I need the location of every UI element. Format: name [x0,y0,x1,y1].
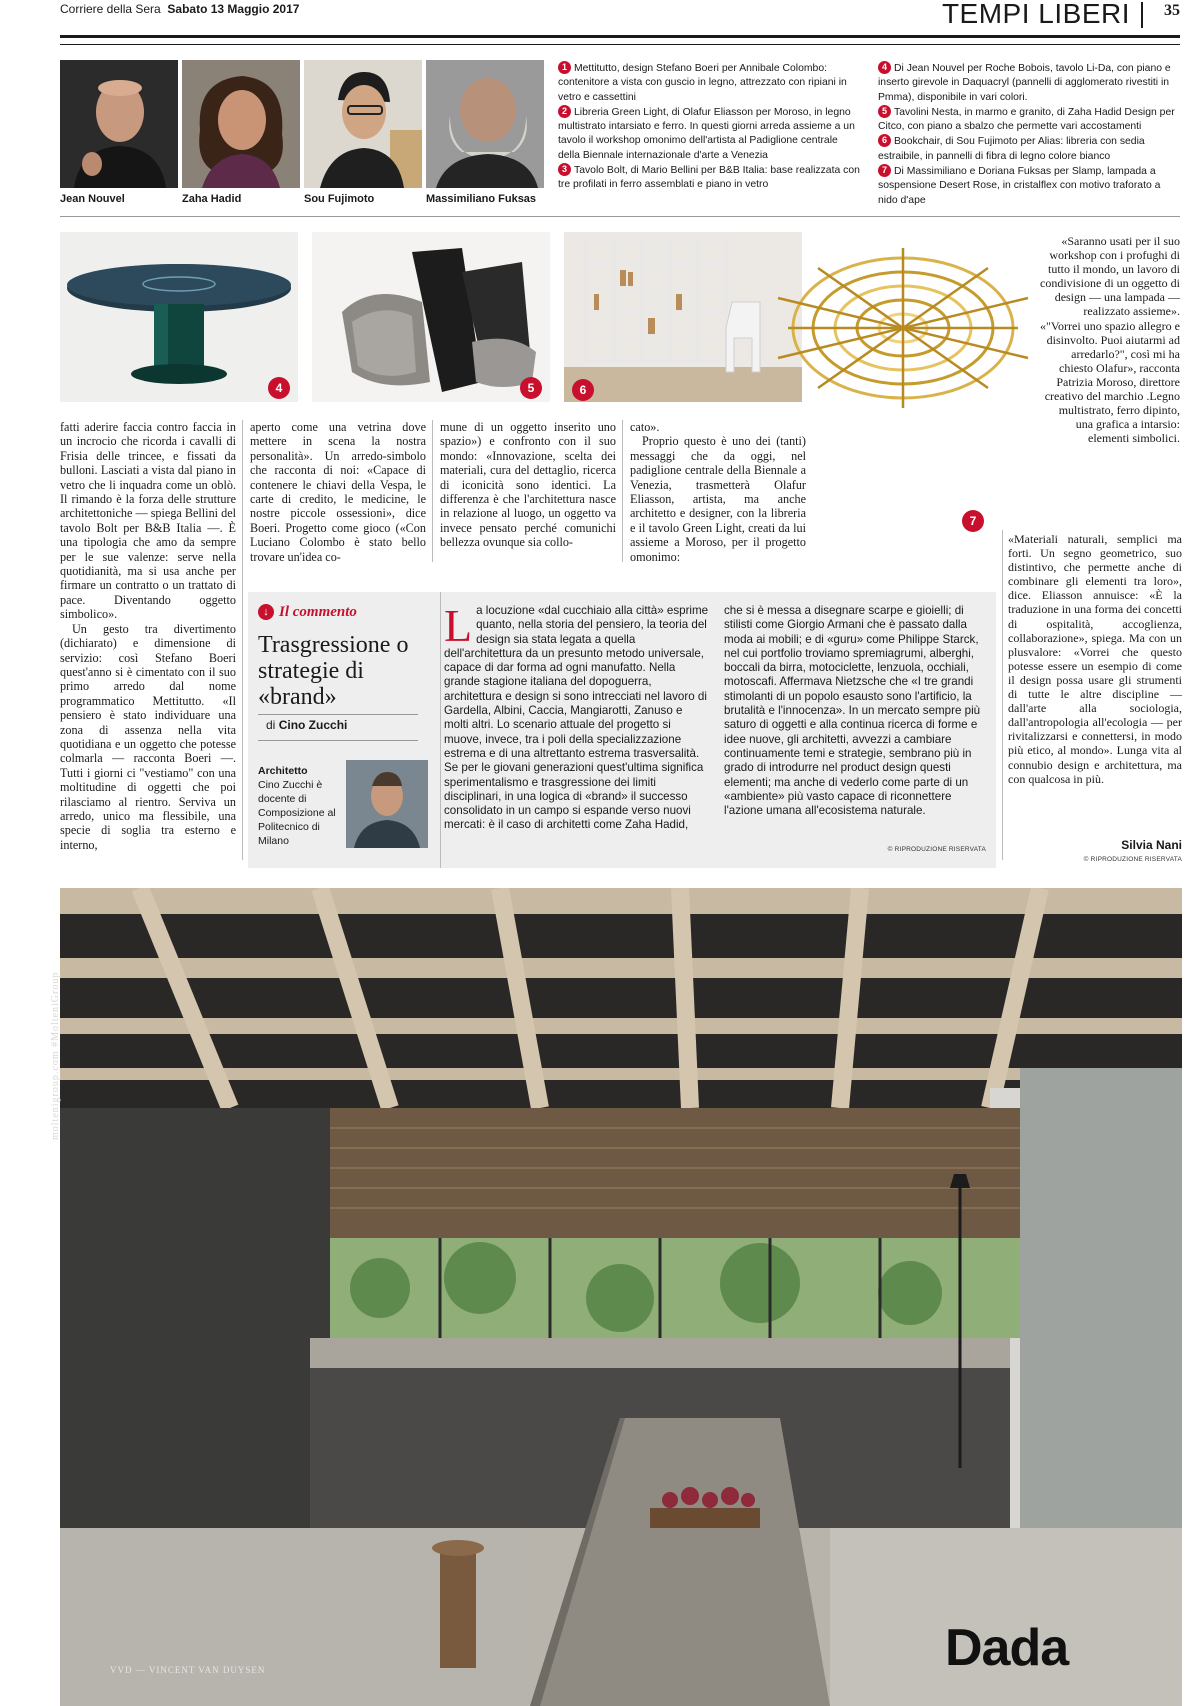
commento-label: ↓ Il commento [258,604,357,621]
commento-column-1: La locuzione «dal cucchiaio alla città» esprime quanto, nella storia del pensiero, la teoria del design sia stata legata a quella dell'architettura da un presunto metodo universale, capace di dar forma ad ogni manufatto. Nella grande stagione italiana del dopoguerra, architettura e design si sono intrecciati nel lavoro di Gardella, Albini, Caccia, Mangiarotti, Zanuso e molti altri. Lo scenario attuale del progetto si muove, invece, tra i poli della specializzazione estrema e di una altrettanto estrema trasversalità. Se per le giovani generazioni quest'ultima significa sperimentalismo e trasgressione dei limiti disciplinari, in una logica di «brand» il successo consolidato in un campo si espande verso nuovi mercati: è il caso di architetti come Zaha Hadid, [444,600,709,832]
byline-rule [258,740,418,741]
caption-item: 7 Di Massimiliano e Doriana Fuksas per Slamp, lampada a sospensione Desert Rose, in cristalflex con motivo traforato a nido d'ape [878,165,1161,206]
paragraph: cato». [630,420,660,434]
product-badge: 7 [962,510,984,532]
commento-divider [440,592,441,868]
product-image-table [60,232,298,402]
copyright-notice: © RIPRODUZIONE RISERVATA [1083,856,1182,863]
page-number: 35 [1164,2,1180,19]
commento-byline: di Cino Zucchi [266,718,348,732]
portrait-name: Massimiliano Fuksas [426,193,537,205]
article-author: Silvia Nani [1121,838,1182,852]
masthead-separator [1141,2,1143,28]
paragraph: Un gesto tra divertimento (dichiarato) e dimensione di servizio: così Stefano Boeri quest'anno si è cimentato con il suo primo arredo dal nome programmatico Mettitutto. «Il pensiero è stato individuare una zona di assenza nella vita quotidiana e un oggetto che potesse colmarla — racconta Boeri —. Tutti i giorni ci "vestiamo" con una moltitudine di oggetti che poi rilasciamo al rientro. Serviva un arredo, unico ma flessibile, una specie di soglia tra esterno e interno, [60,621,236,852]
product-image-lamp [768,228,1038,428]
section-title: TEMPI LIBERI [941,0,1130,29]
copyright-notice: © RIPRODUZIONE RISERVATA [887,846,986,853]
caption-item: 4 Di Jean Nouvel per Roche Bobois, tavolo Li-Da, con piano e inserto girevole in Daquacryl (pannelli di agglomerato rivestiti in Pmma), disponibile in vari colori. [878,62,1171,103]
caption-number: 1 [558,61,571,74]
commento-column-2: che si è messa a disegnare scarpe e gioielli; di stilisti come Giorgio Armani che è passato dalla moda ai mobili; e di «guru» come Philippe Starck, nel cui portfolio troviamo spremiagrumi, alberghi, boccali da birra, motociclette, lenzuola, occhiali, motoscafi. Affermava Nietzsche che «I tre grandi stimolanti di un popolo esausto sono l'artificio, la brutalità e l'innocenza». In un mercato sempre più saturo di oggetti e alla continua ricerca di forme e idee nuove, gli architetti, avvezzi a cambiare continuamente temi e strategie, sembrano più in grado di introdurre nel product design questi elementi; ma anche di vederlo come parte di un «ambiente» più vasto capace di riconnettere l'azione umana all'ecosistema naturale. [724,604,981,818]
product-badge: 5 [520,377,542,399]
portrait-photo [304,60,422,188]
caption-item: 5 Tavolini Nesta, in marmo e granito, di Zaha Hadid Design per Citco, con piano a sbalzo che permette vari accostamenti [878,105,1175,133]
column-rule [1002,530,1003,860]
article-right-bottom: «Materiali naturali, semplici ma forti. Un segno geometrico, suo distintivo, che permette anche di combinare gli elementi tra loro», dice. Eliasson annuisce: «È la traduzione in una forma dei concetti di ospitalità, accoglienza, collaborazione», spiega. Ma con un plusvalore: «Vorrei che questo potesse essere un esempio di come il design possa usare gli strumenti di tutte le altre discipline — dall'arte alla sociologia, dall'antropologia all'ecologia — per rivitalizzarsi e connettersi, in modo più etico, al mondo». Lunga vita al connubio design e architettura, ma con qualcosa in più. [1008,532,1182,786]
caption-number: 5 [878,105,891,118]
caption-number: 6 [878,134,891,147]
caption-item: 2 Libreria Green Light, di Olafur Eliasson per Moroso, in legno multistrato intarsiato e ferro. In questi giorni arreda assieme a un tavolo il workshop omonimo dell'artista al Padiglione centrale della Biennale internazionale d'arte a Venezia [558,105,855,161]
byline-rule [258,714,418,715]
portrait-name: Jean Nouvel [60,193,125,205]
author-bio: Architetto Cino Zucchi è docente di Composizione al Politecnico di Milano [258,765,336,847]
product-badge: 6 [572,379,594,401]
commento-box [248,592,996,868]
product-badge: 4 [268,377,290,399]
portrait-name: Zaha Hadid [182,193,242,205]
product-image-tables [312,232,550,402]
masthead-date: Corriere della Sera Sabato 13 Maggio 2017 [60,2,300,16]
ad-website: moltenigroup.com #MolteniGroup [50,971,61,1140]
portrait-photo [60,60,178,188]
caption-number: 7 [878,164,891,177]
portrait-photo [182,60,300,188]
column-rule [242,420,243,860]
author-photo [346,760,428,848]
article-column-1 [60,420,236,852]
column-rule [622,420,623,562]
caption-item: 3 Tavolo Bolt, di Mario Bellini per B&B Italia: base realizzata con tre profilati in ferro assemblati e piano in vetro [558,164,860,191]
arrow-down-icon: ↓ [258,604,274,620]
portrait-photo [426,60,544,188]
masthead [60,0,1180,38]
column-rule [432,420,433,562]
article-column-4 [630,420,806,564]
section-divider [60,216,1180,217]
ad-credit: VVD — VINCENT VAN DUYSEN [110,1665,266,1675]
masthead-rule [60,44,1180,45]
caption-number: 4 [878,61,891,74]
caption-item: 6 Bookchair, di Sou Fujimoto per Alias: libreria con sedia estraibile, in pannelli di fibra di legno colore bianco [878,135,1145,162]
paragraph: fatti aderire faccia contro faccia in un incrocio che ricorda i cavalli di Frisia delle trincee, e fissati da bulloni. Lasciati a vista dal piano in vetro che li inquadra come un oblò. Il rimando è la forza delle strutture architettoniche — spiega Bellini del tavolo Bolt per B&B Italia —. È una tipologia che amo da sempre per le sue valenze: serve nella quotidianità, ma si usa anche per firmare un contratto o un trattato di pace. Diventando oggetto simbolico». [60,420,236,622]
caption-number: 3 [558,163,571,176]
caption-number: 2 [558,105,571,118]
caption-item: 1 Mettitutto, design Stefano Boeri per Annibale Colombo: contenitore a vista con guscio in legno, attrezzato con ripiani in vetro e cassettini [558,62,847,103]
ad-brand-logo: Dada [945,1619,1069,1677]
portrait-name: Sou Fujimoto [304,193,375,205]
article-right-top: «Saranno usati per il suo workshop con i profughi di tutto il mondo, un lavoro di condivisione di un oggetto di design — una lampada — realizzato assieme». «"Vorrei uno spazio allegro e disinvolto. Puoi aiutarmi ad arredarlo?", così mi ha chiesto Olafur», racconta Patrizia Moroso, direttore creativo del marchio .Legno multistrato, ferro dipinto, una grafica a intarsio: elementi simbolici. [1040,234,1180,446]
product-image-bookchair [564,232,802,402]
article-column-2: aperto come una vetrina dove mettere in scena la nostra personalità». Un arredo-simbolo che racconta di noi: «Capace di contenere le chiavi della Vespa, le carte di credito, le medicine, le nostre piccole ossessioni», dice Boeri. Progetto come gioco («Con Luciano Colombo è stato bello trovare un'idea co- [250,420,426,564]
commento-title: Trasgressione o strategie di «brand» [258,632,409,710]
paragraph: Proprio questo è uno dei (tanti) messaggi che da oggi, nel padiglione centrale della Biennale a Venezia, trasmetterà Olafur Eliasson, artista, ma anche architetto e designer, con la libreria e il tavolo Green Light, creati da lui assieme a Moroso, per il progetto omonimo: [630,434,806,564]
article-column-3: mune di un oggetto inserito uno spazio») e confronto con il suo mondo: «Innovazione, scelta dei materiali, cura del dettaglio, ricerca di iconicità sono identici. La differenza è che l'architettura nasce in relazione al luogo, un oggetto va invece pensato perché comunichi bellezza ovunque sia collo- [440,420,616,550]
captions-right [878,61,1178,208]
drop-cap: L [444,600,473,651]
advertisement [60,888,1182,1706]
captions-left [558,61,862,193]
